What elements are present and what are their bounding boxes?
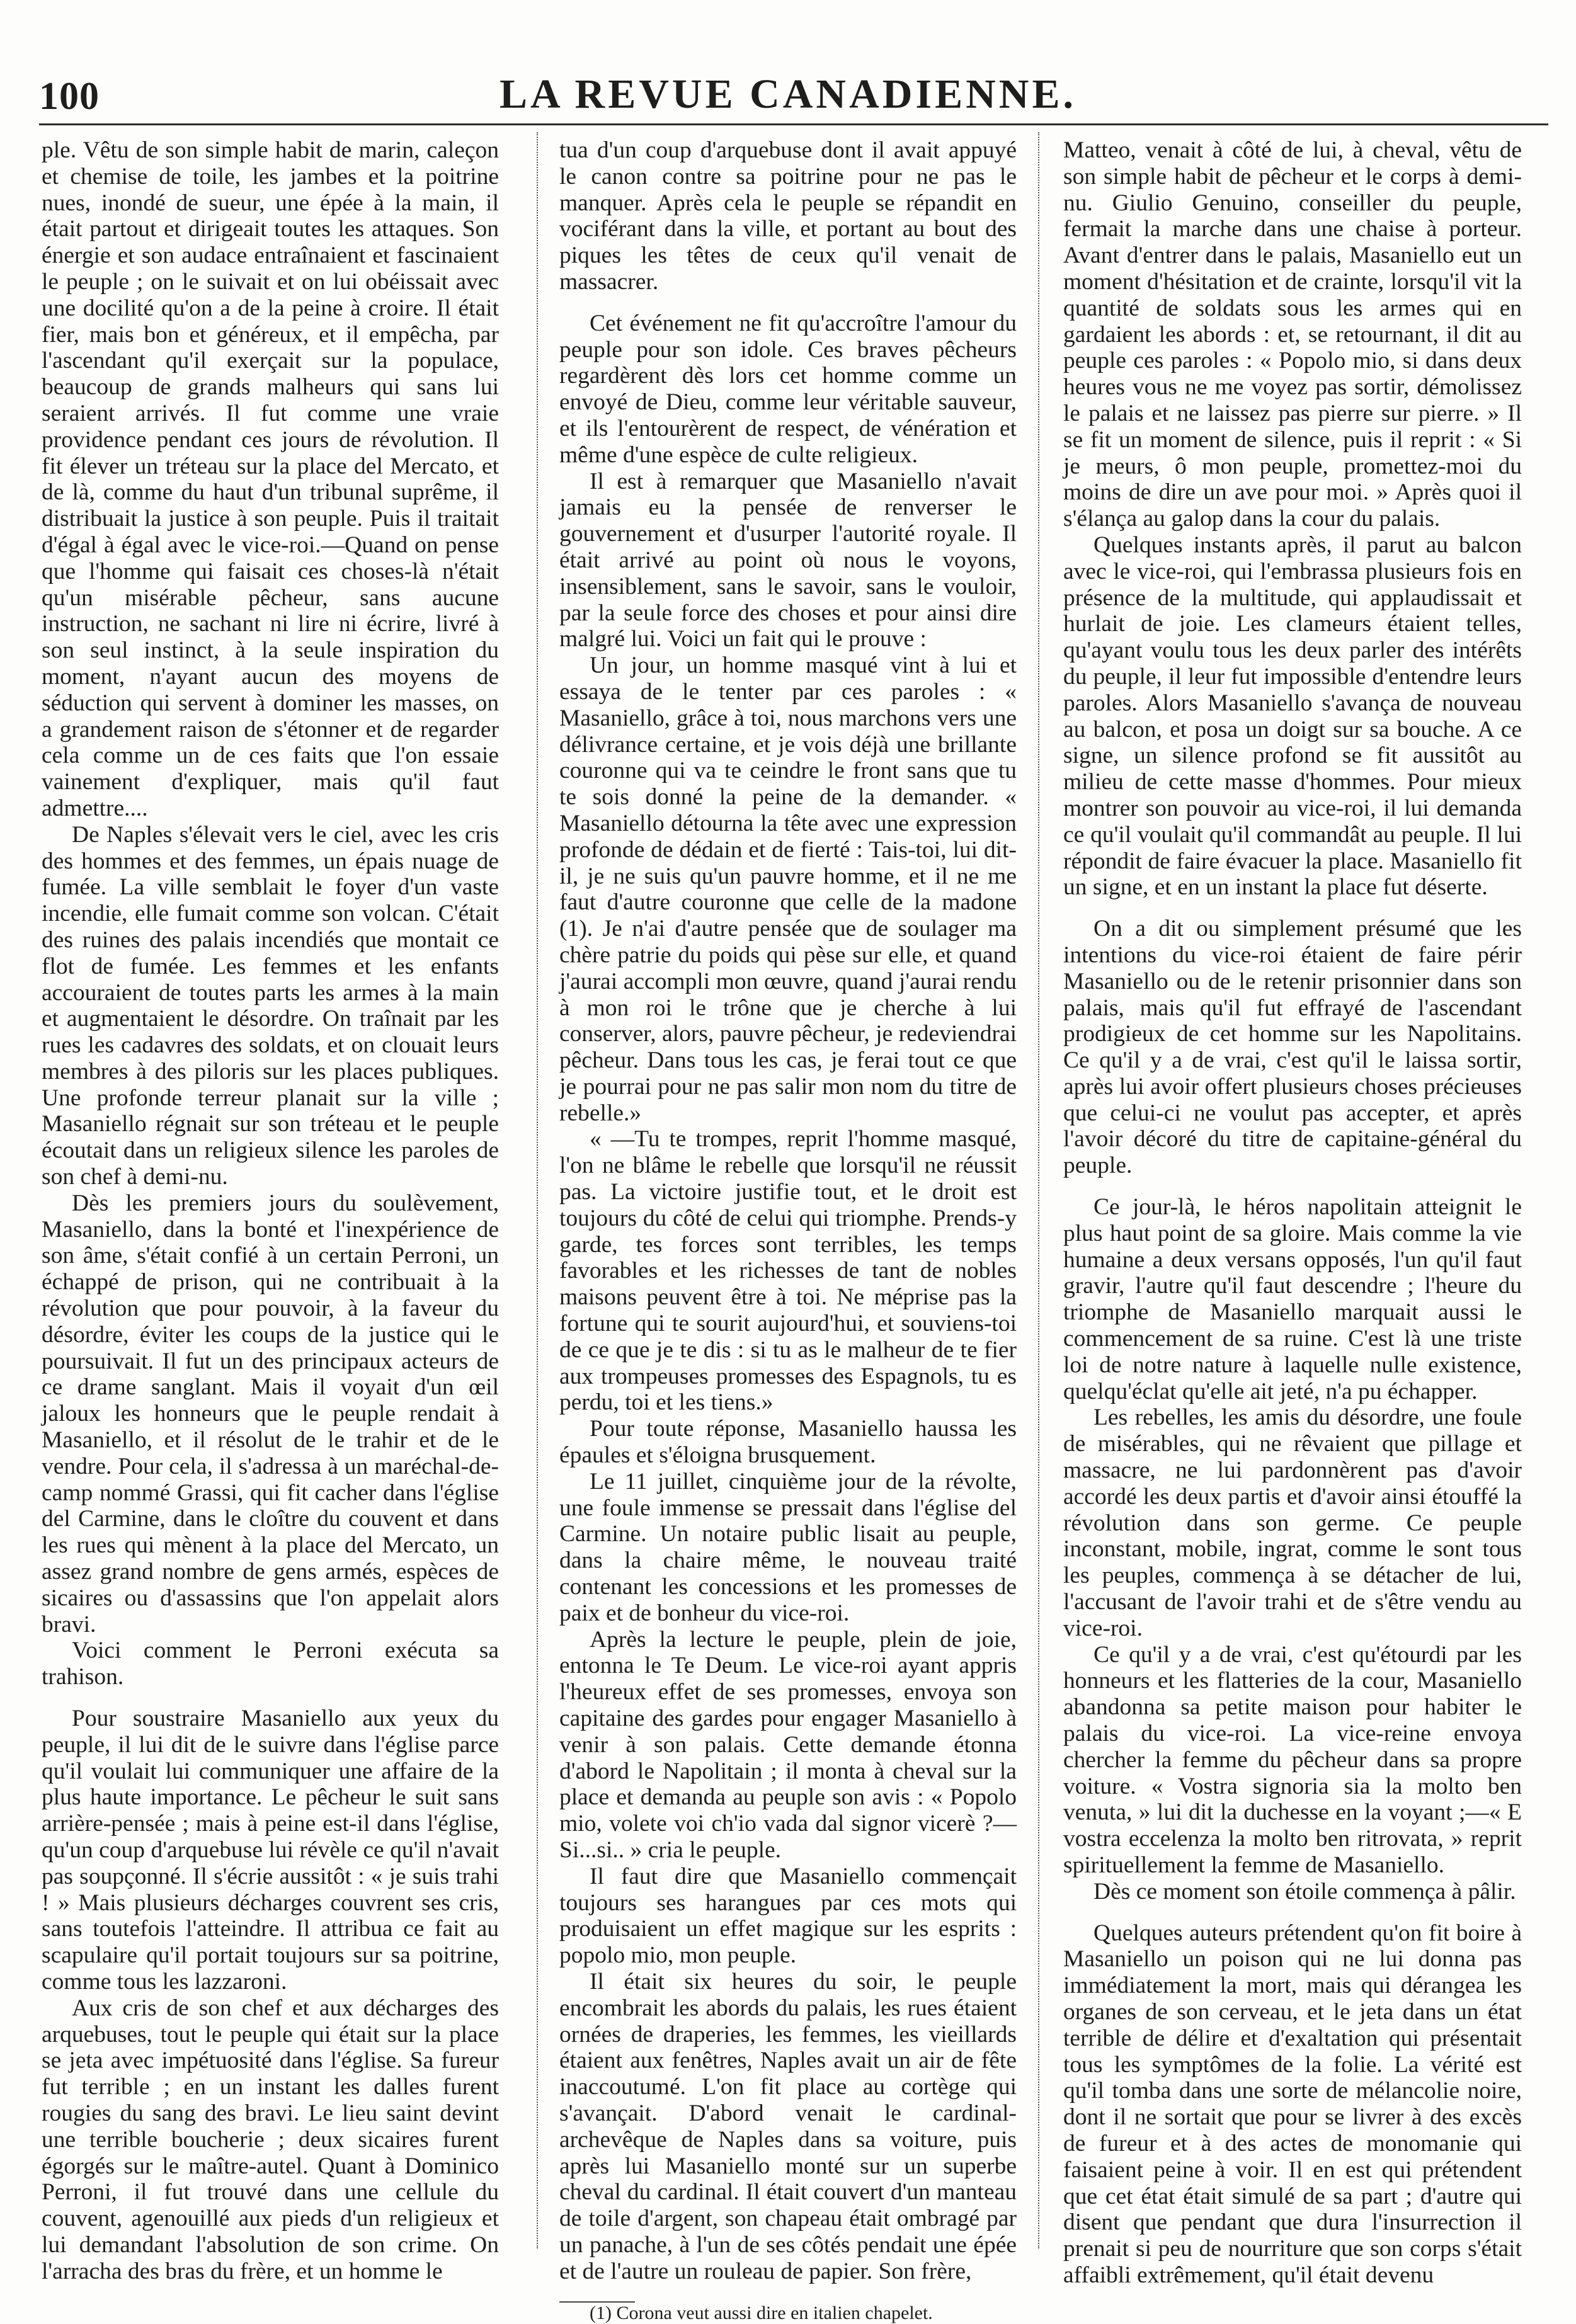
paragraph: ple. Vêtu de son simple habit de marin, caleçon et chemise de toile, les jambes et la poitrine nues, inondé de sueur, une épée à la main, il était partout et dirigeait toutes les attaques. Son énergie et son audace entraînaient et fascinaient le peuple ; on le suivait et on lui obéissait avec une docilité qu'on a de la peine à croire. Il était fier, mais bon et généreux, et il empêcha, par l'ascendant qu'il exerçait sur la populace, beaucoup de grands malheurs qui sans lui seraient arrivés. Il fut comme une vraie providence pendant ces jours de révolution. Il fit élever un tréteau sur la place del Mercato, et de là, comme du haut d'un tribunal suprême, il distribuait la justice à son peuple. Puis il traitait d'égal à égal avec le vice-roi.—Quand on pense que l'homme qui faisait ces choses-là n'était qu'un misérable pêcheur, sans aucune instruction, ne sachant ni lire ni écrire, livré à son seul instinct, à la seule inspiration du moment, n'ayant aucun des moyens de séduction qui servent à dominer les masses, on a grandement raison de s'étonner et de regarder cela comme un de ces faits que l'on essaie vainement d'expliquer, mais qu'il faut admettre.... (42, 137, 499, 821)
paragraph: Les rebelles, les amis du désordre, une foule de misérables, qui ne rêvaient que pillage et massacre, ne lui pardonnèrent pas d'avoir accordé les deux partis et d'avoir ainsi étouffé la révolution dans son germe. Ce peuple inconstant, mobile, ingrat, comme le sont tous les peuples, commença à se détacher de lui, l'accusant de l'avoir trahi et de s'être vendu au vice-roi. (1063, 1404, 1522, 1641)
paragraph: Il faut dire que Masaniello commençait toujours ses harangues par ces mots qui produisaient un effet magique sur les esprits : popolo mio, mon peuple. (559, 1863, 1017, 1969)
paragraph: Il est à remarquer que Masaniello n'avait jamais eu la pensée de renverser le gouvernement et d'usurper l'autorité royale. Il était arrivé au point où nous le voyons, insensiblement, sans le savoir, sans le vouloir, par la seule force des choses et pour ainsi dire malgré lui. Voici un fait qui le prouve : (559, 468, 1017, 652)
text-column-2 (559, 137, 1017, 2323)
journal-title: LA REVUE CANADIENNE. (500, 71, 1076, 117)
paragraph: Ce jour-là, le héros napolitain atteignit le plus haut point de sa gloire. Mais comme la vie humaine a deux versans opposés, l'un qu'il faut gravir, l'autre qu'il faut descendre ; l'heure du triomphe de Masaniello marquait aussi le commencement de sa ruine. C'est là une triste loi de notre nature à laquelle nulle existence, quelqu'éclat qu'elle ait jeté, n'a pu échapper. (1063, 1194, 1522, 1404)
paragraph: Dès ce moment son étoile commença à pâlir. (1093, 1878, 1516, 1905)
paragraph: « —Tu te trompes, reprit l'homme masqué, l'on ne blâme le rebelle que lorsqu'il ne réussit pas. La victoire justifie tout, et le droit est toujours du côté de celui qui triomphe. Prends-y garde, tes forces sont terribles, les temps favorables et les richesses de tant de nobles maisons peuvent être à toi. Ne méprise pas la fortune qui te sourit aujourd'hui, et souviens-toi de ce que je te dis : si tu as le malheur de te fier aux trompeuses promesses des Espagnols, tu es perdu, toi et les tiens.» (559, 1126, 1017, 1416)
footnote: (1) Corona veut aussi dire en italien chapelet. (590, 2302, 933, 2323)
paragraph: Quelques auteurs prétendent qu'on fit boire à Masaniello un poison qui ne lui donna pas immédiatement la mort, mais qui dérangea les organes de son cerveau, et le jeta dans un état terrible de délire et d'exaltation qui présentait tous les symptômes de la folie. La vérité est qu'il tomba dans une sorte de mélancolie noire, dont il ne sortait que pour se livrer à des excès de fureur et à des actes de monomanie qui faisaient peine à voir. Il en est qui prétendent que cet état était simulé de sa part ; d'autre qui disent que pendant que dura l'insurrection il prenait si peu de nourriture que son corps s'était affaibli extrêmement, qu'il était devenu (1063, 1920, 1522, 2288)
paragraph: Après la lecture le peuple, plein de joie, entonna le Te Deum. Le vice-roi ayant appris l'heureux effet de ses promesses, envoya son capitaine des gardes pour engager Masaniello à venir à son palais. Cette demande étonna d'abord le Napolitain ; il monta à cheval sur la place et demanda au peuple son avis : « Popolo mio, volete voi ch'io vada dal signor vicerè ?—Si...si.. » cria le peuple. (559, 1626, 1017, 1863)
paragraph: Pour soustraire Masaniello aux yeux du peuple, il lui dit de le suivre dans l'église parce qu'il voulait lui communiquer une affaire de la plus haute importance. Le pêcheur le suit sans arrière-pensée ; mais à peine est-il dans l'église, qu'un coup d'arquebuse lui révèle ce qu'il n'avait pas soupçonné. Il s'écrie aussitôt : « je suis trahi ! » Mais plusieurs décharges couvrent ses cris, sans toutefois l'atteindre. Il attribua ce fait au scapulaire qu'il portait toujours sur sa poitrine, comme tous les lazzaroni. (42, 1706, 499, 1995)
text-column-3 (1063, 137, 1522, 2288)
page-number: 100 (39, 75, 100, 118)
paragraph: Un jour, un homme masqué vint à lui et essaya de le tenter par ces paroles : « Masaniello, grâce à toi, nous marchons vers une délivrance certaine, et je vois déjà une brillante couronne qui va te ceindre le front sans que tu te sois donné la peine de la demander. « Masaniello détourna la tête avec une expression profonde de dédain et de fierté : Tais-toi, lui dit-il, je ne suis qu'un pauvre homme, et il ne me faut d'autre couronne que celle de la madone (1). Je n'ai d'autre pensée que de soulager ma chère patrie du poids qui pèse sur elle, et quand j'aurai accompli mon œuvre, quand j'aurai rendu à mon roi le trône que je cherche à lui conserver, alors, pauvre pêcheur, je redeviendrai pêcheur. Dans tous les cas, je ferai tout ce que je pourrai pour ne pas salir mon nom du titre de rebelle.» (559, 652, 1017, 1126)
paragraph: Matteo, venait à côté de lui, à cheval, vêtu de son simple habit de pêcheur et le corps à demi-nu. Giulio Genuino, conseiller du peuple, fermait la marche dans une chaise à porteur. Avant d'entrer dans le palais, Masaniello eut un moment d'hésitation et de crainte, lorsqu'il vit la quantité de soldats sous les armes qui en gardaient les abords : et, se retournant, il dit au peuple ces paroles : « Popolo mio, si dans deux heures vous ne me voyez pas sortir, démolissez le palais et ne laissez pas pierre sur pierre. » Il se fit un moment de silence, puis il reprit : « Si je meurs, ô mon peuple, promettez-moi du moins de dire un ave pour moi. » Après quoi il s'élança au galop dans la cour du palais. (1063, 137, 1522, 532)
paragraph: Il était six heures du soir, le peuple encombrait les abords du palais, les rues étaient ornées de draperies, les femmes, les vieillards étaient aux fenêtres, Naples avait un air de fête inaccoutumé. L'on fit place au cortège qui s'avançait. D'abord venait le cardinal-archevêque de Naples dans sa voiture, puis après lui Masaniello monté sur un superbe cheval du cardinal. Il était couvert d'un manteau de toile d'argent, son chapeau était ombragé par un panache, à l'un de ses côtés pendait une épée et de l'autre un rouleau de papier. Son frère, (559, 1968, 1017, 2284)
paragraph: Le 11 juillet, cinquième jour de la révolte, une foule immense se pressait dans l'église del Carmine. Un notaire public lisait au peuple, dans la chaire même, le nouveau traité contenant les concessions et les promesses de paix et de bonheur du vice-roi. (559, 1468, 1017, 1626)
paragraph: Dès les premiers jours du soulèvement, Masaniello, dans la bonté et l'inexpérience de son âme, s'était confié à un certain Perroni, un échappé de prison, qui ne contribuait à la révolution que pour pouvoir, à la faveur du désordre, éviter les coups de la justice qui le poursuivait. Il fut un des principaux acteurs de ce drame sanglant. Mais il voyait d'un œil jaloux les honneurs que le peuple rendait à Masaniello, et il résolut de le trahir et de le vendre. Pour cela, il s'adressa à un maréchal-de-camp nommé Grassi, qui fit cacher dans l'église del Carmine, dans le cloître du couvent et dans les rues qui mènent à la place del Mercato, un assez grand nombre de gens armés, espèces de sicaires ou d'assassins que l'on appelait alors bravi. (42, 1190, 499, 1638)
paragraph: Quelques instants après, il parut au balcon avec le vice-roi, qui l'embrassa plusieurs fois en présence de la multitude, qui applaudissait et hurlait de joie. Les clameurs étaient telles, qu'ayant voulu tous les deux parler des intérêts du peuple, il leur fut impossible d'entendre leurs paroles. Alors Masaniello s'avança de nouveau au balcon, et posa un doigt sur sa bouche. A ce signe, un silence profond se fit aussitôt au milieu de cette masse d'hommes. Pour mieux montrer son pouvoir au vice-roi, il lui demanda ce qu'il voulait qu'il commandât au peuple. Il lui répondit de faire évacuer la place. Masaniello fit un signe, et en un instant la place fut déserte. (1063, 532, 1522, 901)
column-divider (537, 132, 538, 2248)
text-column-1 (42, 137, 499, 2284)
paragraph: Pour toute réponse, Masaniello haussa les épaules et s'éloigna brusquement. (559, 1416, 1017, 1469)
paragraph: tua d'un coup d'arquebuse dont il avait appuyé le canon contre sa poitrine pour ne pas le manquer. Après cela le peuple se répandit en vociférant dans la ville, et portant au bout des piques les têtes de ceux qu'il venait de massacrer. (559, 137, 1017, 295)
paragraph: De Naples s'élevait vers le ciel, avec les cris des hommes et des femmes, un épais nuage de fumée. La ville semblait le foyer d'un vaste incendie, elle fumait comme son volcan. C'était des ruines des palais incendiés que montait ce flot de fumée. Les femmes et les enfants accouraient de toutes parts les armes à la main et augmentaient le désordre. On traînait par les rues les cadavres des soldats, et on clouait leurs membres à des piloris sur les places publiques. Une profonde terreur planait sur la ville ; Masaniello régnait sur son tréteau et le peuple écoutait dans un religieux silence les paroles de son chef à demi-nu. (42, 821, 499, 1190)
paragraph: Voici comment le Perroni exécuta sa trahison. (42, 1638, 499, 1690)
paragraph: Aux cris de son chef et aux décharges des arquebuses, tout le peuple qui était sur la place se jeta avec impétuosité dans l'église. Sa fureur fut terrible ; en un instant les dalles furent rougies du sang des bravi. Le lieu saint devint une terrible boucherie ; deux sicaires furent égorgés sur le maître-autel. Quant à Dominico Perroni, il fut trouvé dans une cellule du couvent, agenouillé aux pieds d'un religieux et lui demandant l'absolution de son crime. On l'arracha des bras du frère, et un homme le (42, 1995, 499, 2284)
column-divider (1038, 132, 1039, 2248)
paragraph: Ce qu'il y a de vrai, c'est qu'étourdi par les honneurs et les flatteries de la cour, Masaniello abandonna sa petite maison pour habiter le palais du vice-roi. La vice-reine envoya chercher la femme du pêcheur dans sa propre voiture. « Vostra signoria sia la molto ben venuta, » lui dit la duchesse en la voyant ;—« E vostra eccelenza la molto ben ritrovata, » reprit spirituellement la femme de Masaniello. (1063, 1641, 1522, 1878)
header-rule (39, 123, 1548, 125)
paragraph: On a dit ou simplement présumé que les intentions du vice-roi étaient de faire périr Masaniello ou de le retenir prisonnier dans son palais, mais qu'il fut effrayé de l'ascendant prodigieux de cet homme sur les Napolitains. Ce qu'il y a de vrai, c'est qu'il le laissa sortir, après lui avoir offert plusieurs choses précieuses que celui-ci ne voulut pas accepter, et après l'avoir décoré du titre de capitaine-général du peuple. (1063, 916, 1522, 1179)
paragraph: Cet événement ne fit qu'accroître l'amour du peuple pour son idole. Ces braves pêcheurs regardèrent dès lors cet homme comme un envoyé de Dieu, comme leur véritable sauveur, et ils l'entourèrent de respect, de vénération et même d'une espèce de culte religieux. (559, 310, 1017, 468)
